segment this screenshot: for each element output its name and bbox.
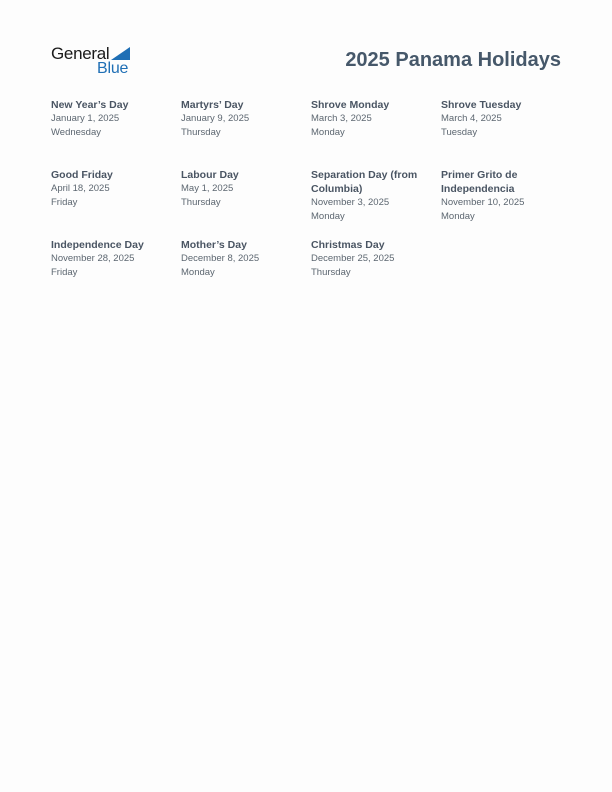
holiday-date: January 9, 2025	[181, 113, 250, 124]
holiday-name: Good Friday	[51, 169, 113, 181]
holiday-weekday: Friday	[51, 266, 78, 278]
page-title: 2025 Panama Holidays	[345, 49, 561, 71]
logo-text-general: General	[51, 44, 110, 63]
holiday-weekday: Monday	[311, 126, 345, 138]
holiday-name: Primer Grito de Independencia	[441, 169, 518, 195]
holiday-date: May 1, 2025	[181, 183, 234, 194]
holiday-grid	[51, 98, 571, 308]
holiday-date: March 3, 2025	[311, 113, 372, 124]
logo-text-blue: Blue	[97, 60, 129, 77]
holiday-name: Mother’s Day	[181, 239, 247, 251]
holiday-date: November 3, 2025	[311, 197, 390, 208]
holiday-name: Christmas Day	[311, 239, 385, 251]
logo-triangle-icon	[111, 47, 130, 60]
holiday-weekday: Thursday	[181, 196, 221, 208]
holiday-name: Independence Day	[51, 239, 144, 251]
holiday-weekday: Thursday	[181, 126, 221, 138]
holiday-date: December 8, 2025	[181, 253, 260, 264]
holiday-item	[441, 98, 571, 168]
holiday-name: New Year’s Day	[51, 99, 129, 111]
holiday-date: April 18, 2025	[51, 183, 110, 194]
holiday-weekday: Monday	[441, 210, 475, 222]
holiday-item	[181, 98, 311, 168]
holiday-date: March 4, 2025	[441, 113, 502, 124]
holiday-item	[311, 238, 441, 308]
holiday-row	[51, 168, 571, 238]
holiday-item	[441, 168, 571, 238]
holiday-item	[51, 238, 181, 308]
holiday-name: Martyrs’ Day	[181, 99, 244, 111]
holiday-row	[51, 98, 571, 168]
holiday-item	[181, 168, 311, 238]
holiday-name: Shrove Tuesday	[441, 99, 522, 111]
holiday-name: Shrove Monday	[311, 99, 390, 111]
holiday-weekday: Wednesday	[51, 126, 101, 138]
holiday-row	[51, 238, 571, 308]
holiday-date: January 1, 2025	[51, 113, 120, 124]
holiday-item	[311, 168, 441, 238]
holiday-name: Labour Day	[181, 169, 239, 181]
holiday-item	[181, 238, 311, 308]
generalblue-logo	[51, 44, 141, 78]
holiday-weekday: Friday	[51, 196, 78, 208]
holiday-item	[51, 168, 181, 238]
holiday-weekday: Tuesday	[441, 126, 478, 138]
holiday-item	[311, 98, 441, 168]
holiday-date: November 28, 2025	[51, 253, 135, 264]
holiday-date: November 10, 2025	[441, 197, 525, 208]
holiday-weekday: Monday	[311, 210, 345, 222]
holiday-item	[51, 98, 181, 168]
holiday-weekday: Monday	[181, 266, 215, 278]
holiday-weekday: Thursday	[311, 266, 351, 278]
holiday-date: December 25, 2025	[311, 253, 395, 264]
holiday-name: Separation Day (from Columbia)	[311, 169, 418, 195]
